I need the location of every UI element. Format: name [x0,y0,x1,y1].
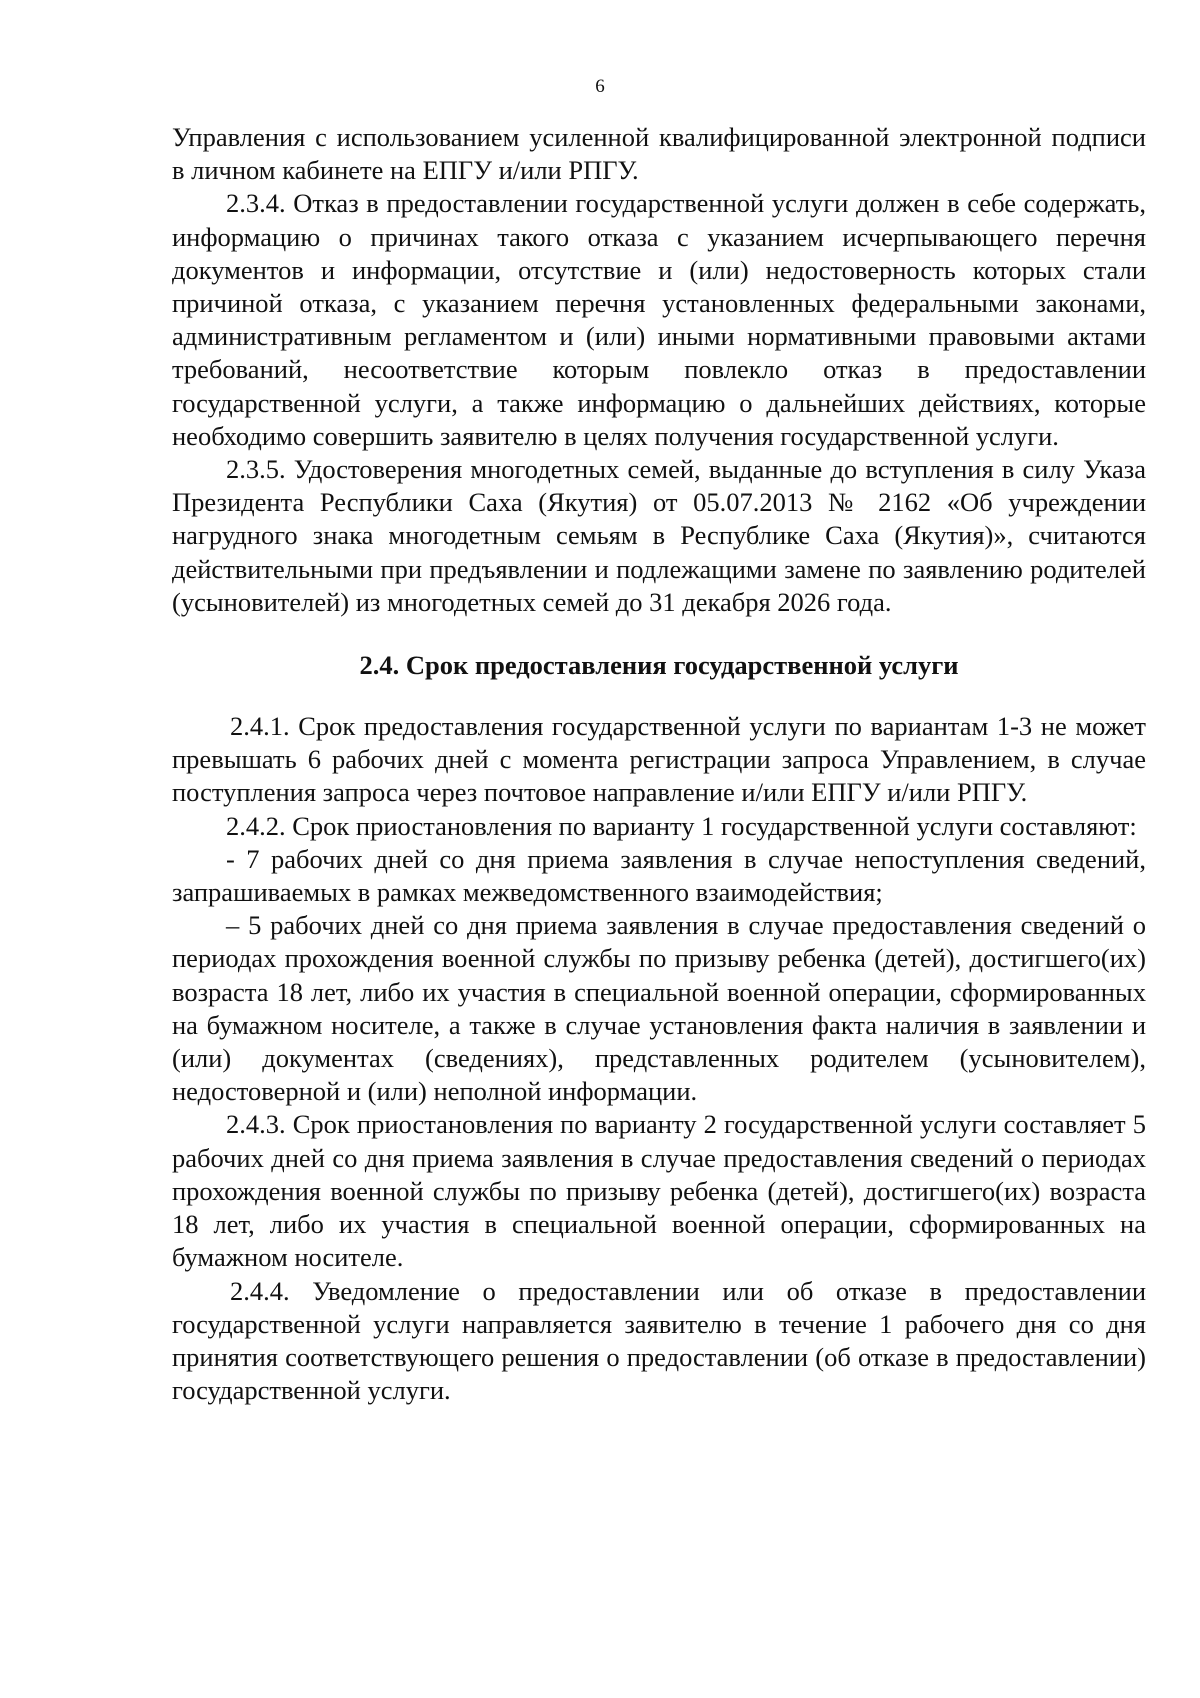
page-number: 6 [595,76,605,97]
section-heading: 2.4. Срок предоставления государственной услуги [359,650,959,681]
paragraph-2-4-1: 2.4.1. Срок предоставления государственной услуги по вариантам 1-3 не может превышать 6 рабочих дней с момента регистрации запроса Управлением, в случае поступления запроса через почтовое направление и/или ЕПГУ и/или РПГУ. [172,711,1146,808]
paragraph-2-4-2: 2.4.2. Срок приостановления по варианту 1 государственной услуги составляют: [226,810,1137,841]
paragraph-2-3-5: 2.3.5. Удостоверения многодетных семей, выданные до вступления в силу Указа Президента Республики Саха (Якутия) от 05.07.2013 № 2162 «Об учреждении нагрудного знака многодетным семьям в Республике Саха (Якутия)», считаются действительными при предъявлении и подлежащими замене по заявлению родителей (усыновителей) из многодетных семей до 31 декабря 2026 года. [172,454,1146,617]
paragraph-2-4-3: 2.4.3. Срок приостановления по варианту 2 государственной услуги составляет 5 рабочих дней со дня приема заявления в случае предоставления сведений о периодах прохождения военной службы по призыву ребенка (детей), достигшего(их) возраста 18 лет, либо их участия в специальной военной операции, сформированных на бумажном носителе. [172,1109,1146,1273]
list-item-5-days: – 5 рабочих дней со дня приема заявления в случае предоставления сведений о периодах прохождения военной службы по призыву ребенка (детей), достигшего(их) возраста 18 лет, либо их участия в специальной военной операции, сформированных на бумажном носителе, а также в случае установления факта наличия в заявлении и (или) документах (сведениях), представленных родителем (усыновителем), недостоверной и (или) неполной информации. [172,910,1146,1107]
paragraph-2-3-4: 2.3.4. Отказ в предоставлении государственной услуги должен в себе содержать, информацию о причинах такого отказа с указанием исчерпывающего перечня документов и информации, отсутствие и (или) недостоверность которых стали причиной отказа, с указанием перечня установленных федеральными законами, административным регламентом и (или) иными нормативными правовыми актами требований, несоответствие которым повлекло отказ в предоставлении государственной услуги, а также информацию о дальнейших действиях, которые необходимо совершить заявителю в целях получения государственной услуги. [172,188,1146,451]
document-body [172,121,1146,1407]
list-item-7-days: - 7 рабочих дней со дня приема заявления в случае непоступления сведений, запрашиваемых в рамках межведомственного взаимодействия; [172,843,1146,908]
paragraph-2-4-4: 2.4.4. Уведомление о предоставлении или об отказе в предоставлении государственной услуги направляется заявителю в течение 1 рабочего дня со дня принятия соответствующего решения о предоставлении (об отказе в предоставлении) государственной услуги. [172,1275,1146,1406]
paragraph-continuation: Управления с использованием усиленной квалифицированной электронной подписи в личном кабинете на ЕПГУ и/или РПГУ. [172,122,1146,186]
